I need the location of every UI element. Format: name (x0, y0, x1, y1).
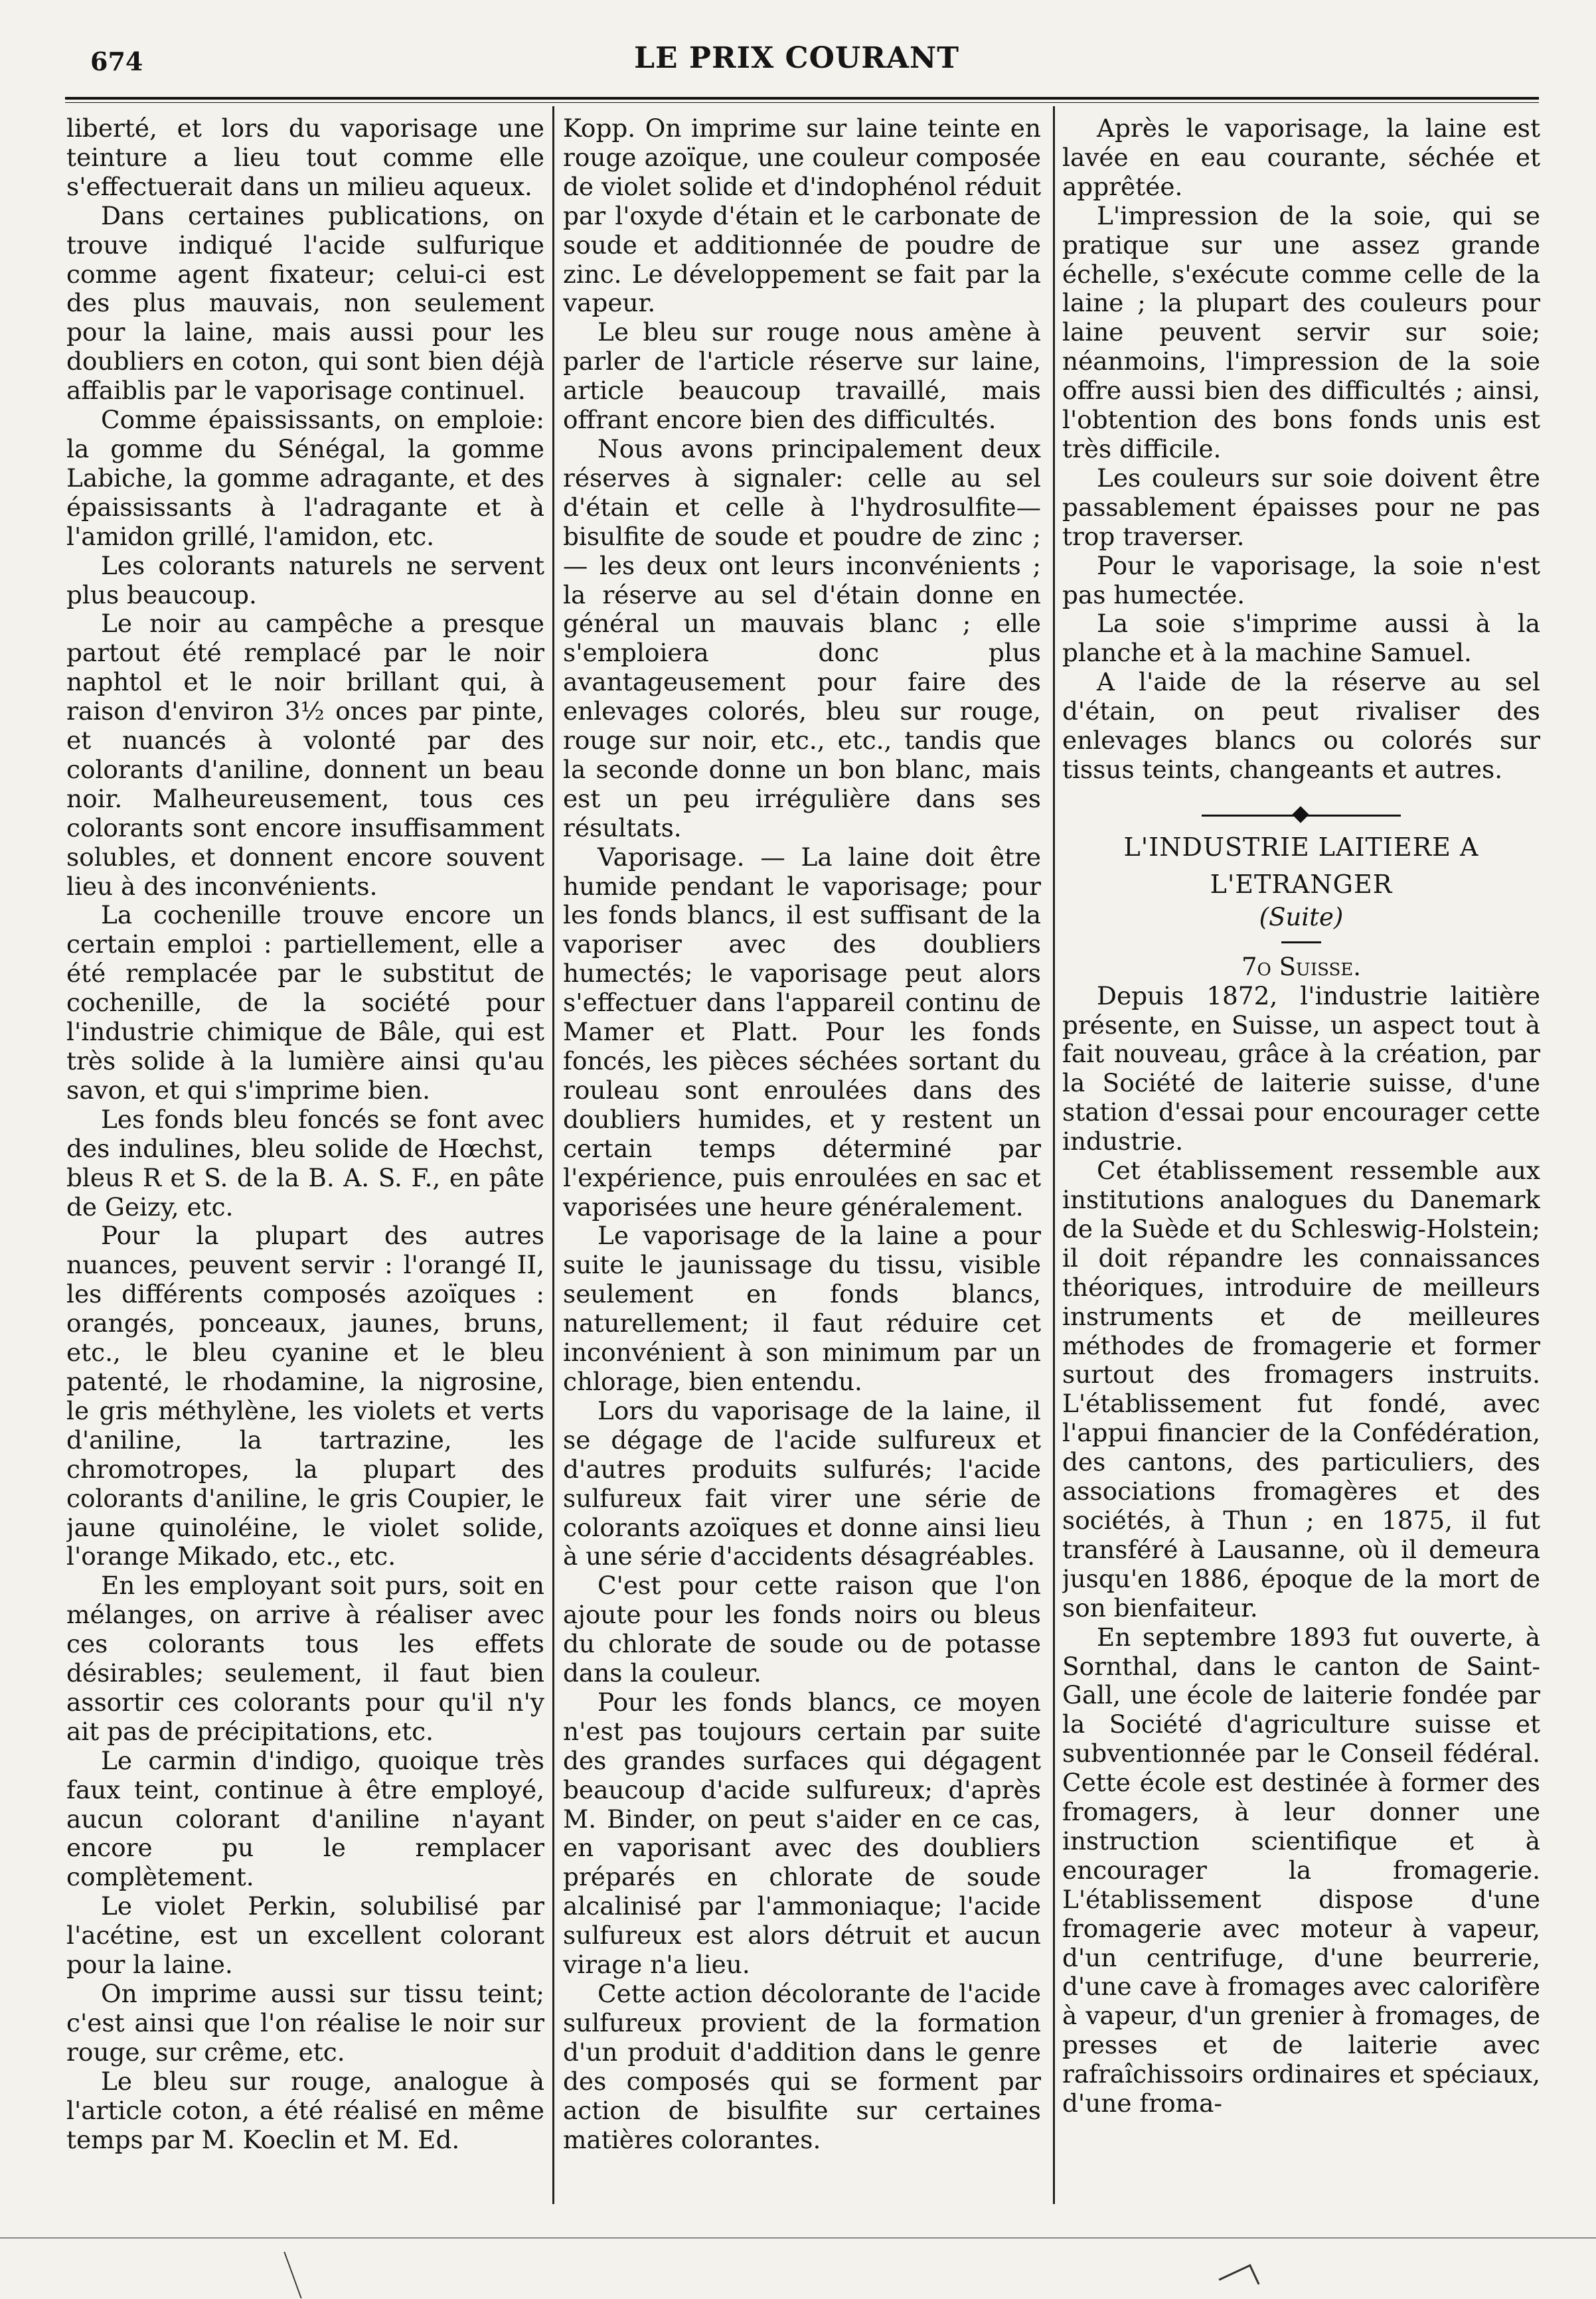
paragraph: Les colorants naturels ne servent plus beaucoup. (66, 550, 544, 609)
scan-artifact (283, 2252, 341, 2298)
running-title: LE PRIX COURANT (634, 41, 959, 75)
paragraph: Le noir au campêche a presque partout été remplacé par le noir naphtol et le noir brillant qui, à raison d'environ 3½ onces par pinte, et nuancés à volonté par des colorants d'aniline, donnent un beau noir. Malheureusement, tous ces colorants sont encore insuffisamment solubles, et donnent encore souvent lieu à des inconvénients. (66, 609, 544, 901)
paragraph: Nous avons principalement deux réserves à signaler: celle au sel d'étain et celle à l'hydrosulfite—bisulfite de soude et poudre de zinc ;— les deux ont leurs inconvénients ; la réserve au sel d'étain donne en général un mauvais blanc ; elle s'emploiera donc plus avantageusement pour faire des enlevages colorés, bleu sur rouge, rouge sur noir, etc., etc., tandis que la seconde donne un bon blanc, mais est un peu irrégulière dans ses résultats. (563, 434, 1041, 842)
scan-artifact (1219, 2264, 1260, 2298)
page-number: 674 (90, 46, 143, 76)
column-divider (552, 106, 554, 2204)
paragraph: Lors du vaporisage de la laine, il se dégage de l'acide sulfureux et d'autres produits sulfurés; l'acide sulfureux fait virer une série de colorants azoïques et donne ainsi lieu à une série d'accidents désagréables. (563, 1395, 1041, 1571)
paragraph: Depuis 1872, l'industrie laitière présente, en Suisse, un aspect tout à fait nouveau, grâce à la création, par la Société de laiterie suisse, d'une station d'essai pour encourager cette industrie. (1062, 981, 1540, 1156)
section-subtitle: (Suite) (1259, 902, 1344, 931)
paragraph: Pour la plupart des autres nuances, peuvent servir : l'orangé II, les différents composés azoïques : orangés, ponceaux, jaunes, bruns, etc., le bleu cyanine et le bleu patenté, le rhodamine, la nigrosine, le gris méthylène, les violets et verts d'aniline, la tartrazine, les chromotropes, la plupart des colorants d'aniline, le gris Coupier, le jaune quinoléine, le violet solide, l'orange Mikado, etc., etc. (66, 1221, 544, 1571)
paragraph: Le carmin d'indigo, quoique très faux teint, continue à être employé, aucun colorant d'aniline n'ayant encore pu le remplacer complètement. (66, 1745, 544, 1892)
paragraph: liberté, et lors du vaporisage une teinture a lieu tout comme elle s'effectuerait dans un milieu aqueux. (66, 114, 544, 201)
paragraph: C'est pour cette raison que l'on ajoute pour les fonds noirs ou bleus du chlorate de soude ou de potasse dans la couleur. (563, 1571, 1041, 1688)
section-ornament (1202, 809, 1401, 822)
column-divider (1053, 106, 1055, 2204)
subsection-heading: 7o Suisse. (1241, 952, 1362, 981)
page-header (53, 41, 1540, 88)
paragraph: Dans certaines publications, on trouve indiqué l'acide sulfurique comme agent fixateur; celui-ci est des plus mauvais, non seulement pour la laine, mais aussi pour les doubliers en coton, qui sont bien déjà affaiblis par le vaporisage continuel. (66, 200, 544, 406)
paragraph: Après le vaporisage, la laine est lavée en eau courante, séchée et apprêtée. (1062, 114, 1540, 201)
paragraph: Vaporisage. — La laine doit être humide pendant le vaporisage; pour les fonds blancs, il est suffisant de la vaporiser avec des doubliers humectés; le vaporisage peut alors s'effectuer dans l'appareil continu de Mamer et Platt. Pour les fonds foncés, les pièces séchées sortant du rouleau sont enroulées dans des doubliers humides, et y restent un certain temps déterminé par l'expérience, puis enroulées en sac et vaporisées une heure généralement. (563, 842, 1041, 1222)
column-3 (1062, 114, 1540, 2239)
section-title: L'INDUSTRIE LAITIERE A L'ETRANGER (1123, 832, 1479, 899)
paragraph: Les fonds bleu foncés se font avec des indulines, bleu solide de Hœchst, bleus R et S. de la B. A. S. F., en pâte de Geizy, etc. (66, 1104, 544, 1222)
paragraph: A l'aide de la réserve au sel d'étain, on peut rivaliser des enlevages blancs ou colorés sur tissus teints, changeants et autres. (1062, 667, 1540, 784)
paragraph: Comme épaississants, on emploie: la gomme du Sénégal, la gomme Labiche, la gomme adragante, et des épaississants à l'adragante et à l'amidon grillé, l'amidon, etc. (66, 405, 544, 551)
paragraph: Cette action décolorante de l'acide sulfureux provient de la formation d'un produit d'addition dans le genre des composés qui se forment par action de bisulfite sur certaines matières colorantes. (563, 1979, 1041, 2154)
paragraph: La soie s'imprime aussi à la planche et à la machine Samuel. (1062, 609, 1540, 668)
page-bottom-edge (0, 2237, 1596, 2239)
paragraph: Cet établissement ressemble aux institutions analogues du Danemark de la Suède et du Schleswig-Holstein; il doit répandre les connaissances théoriques, introduire de meilleurs instruments et de meilleures méthodes de fromagerie et former surtout des fromagers instruits. L'établissement fut fondé, avec l'appui financier de la Confédération, des cantons, des particuliers, des associations fromagères et des sociétés, à Thun ; en 1875, il fut transféré à Lausanne, où il demeura jusqu'en 1886, époque de la mort de son bienfaiteur. (1062, 1156, 1540, 1623)
paragraph: En les employant soit purs, soit en mélanges, on arrive à réaliser avec ces colorants tous les effets désirables; seulement, il faut bien assortir ces colorants pour qu'il n'y ait pas de précipitations, etc. (66, 1571, 544, 1746)
paragraph: Le vaporisage de la laine a pour suite le jaunissage du tissu, visible seulement en fonds blancs, naturellement; il faut réduire cet inconvénient à son minimum par un chlorage, bien entendu. (563, 1221, 1041, 1396)
paragraph: Les couleurs sur soie doivent être passablement épaisses pour ne pas trop traverser. (1062, 463, 1540, 551)
paragraph: La cochenille trouve encore un certain emploi : partiellement, elle a été remplacée par le substitut de cochenille, de la société pour l'industrie chimique de Bâle, qui est très solide à la lumière ainsi qu'au savon, et qui s'imprime bien. (66, 900, 544, 1105)
paragraph: Kopp. On imprime sur laine teinte en rouge azoïque, une couleur composée de violet solide et d'indophénol réduit par l'oxyde d'étain et le carbonate de soude et additionnée de poudre de zinc. Le développement se fait par la vapeur. (563, 114, 1041, 318)
paragraph: Le bleu sur rouge, analogue à l'article coton, a été réalisé en même temps par M. Koeclin et M. Ed. (66, 2066, 544, 2154)
section-rule (1281, 941, 1321, 943)
header-rule-thin (65, 102, 1539, 103)
paragraph: Le bleu sur rouge nous amène à parler de l'article réserve sur laine, article beaucoup travaillé, mais offrant encore bien des difficultés. (563, 317, 1041, 435)
paragraph: Pour les fonds blancs, ce moyen n'est pas toujours certain par suite des grandes surfaces qui dégagent beaucoup d'acide sulfureux; d'après M. Binder, on peut s'aider en ce cas, en vaporisant avec des doubliers préparés en chlorate de soude alcalinisé par l'ammoniaque; l'acide sulfureux est alors détruit et aucun virage n'a lieu. (563, 1687, 1041, 1980)
header-rule (65, 97, 1539, 100)
paragraph: Le violet Perkin, solubilisé par l'acétine, est un excellent colorant pour la laine. (66, 1891, 544, 1980)
paragraph: L'impression de la soie, qui se pratique sur une assez grande échelle, s'exécute comme celle de la laine ; la plupart des couleurs pour laine peuvent servir sur soie; néanmoins, l'impression de la soie offre aussi bien des difficultés ; ainsi, l'obtention des bons fonds unis est très difficile. (1062, 200, 1540, 463)
paragraph: En septembre 1893 fut ouverte, à Sornthal, dans le canton de Saint-Gall, une école de laiterie fondée par la Société d'agriculture suisse et subventionnée par le Conseil fédéral. Cette école est destinée à former des fromagers, à leur donner une instruction scientifique et à encourager la fromagerie. L'établissement dispose d'une fromagerie avec moteur à vapeur, d'un centrifuge, d'une beurrerie, d'une cave à fromages avec calorifère à vapeur, d'un grenier à fromages, de presses et de laiterie avec rafraîchissoirs ordinaires et spéciaux, d'une froma- (1062, 1622, 1540, 2118)
paragraph: On imprime aussi sur tissu teint; c'est ainsi que l'on réalise le noir sur rouge, sur crême, etc. (66, 1979, 544, 2067)
column-2 (563, 114, 1041, 2239)
paragraph: Pour le vaporisage, la soie n'est pas humectée. (1062, 550, 1540, 609)
column-1 (66, 114, 544, 2239)
